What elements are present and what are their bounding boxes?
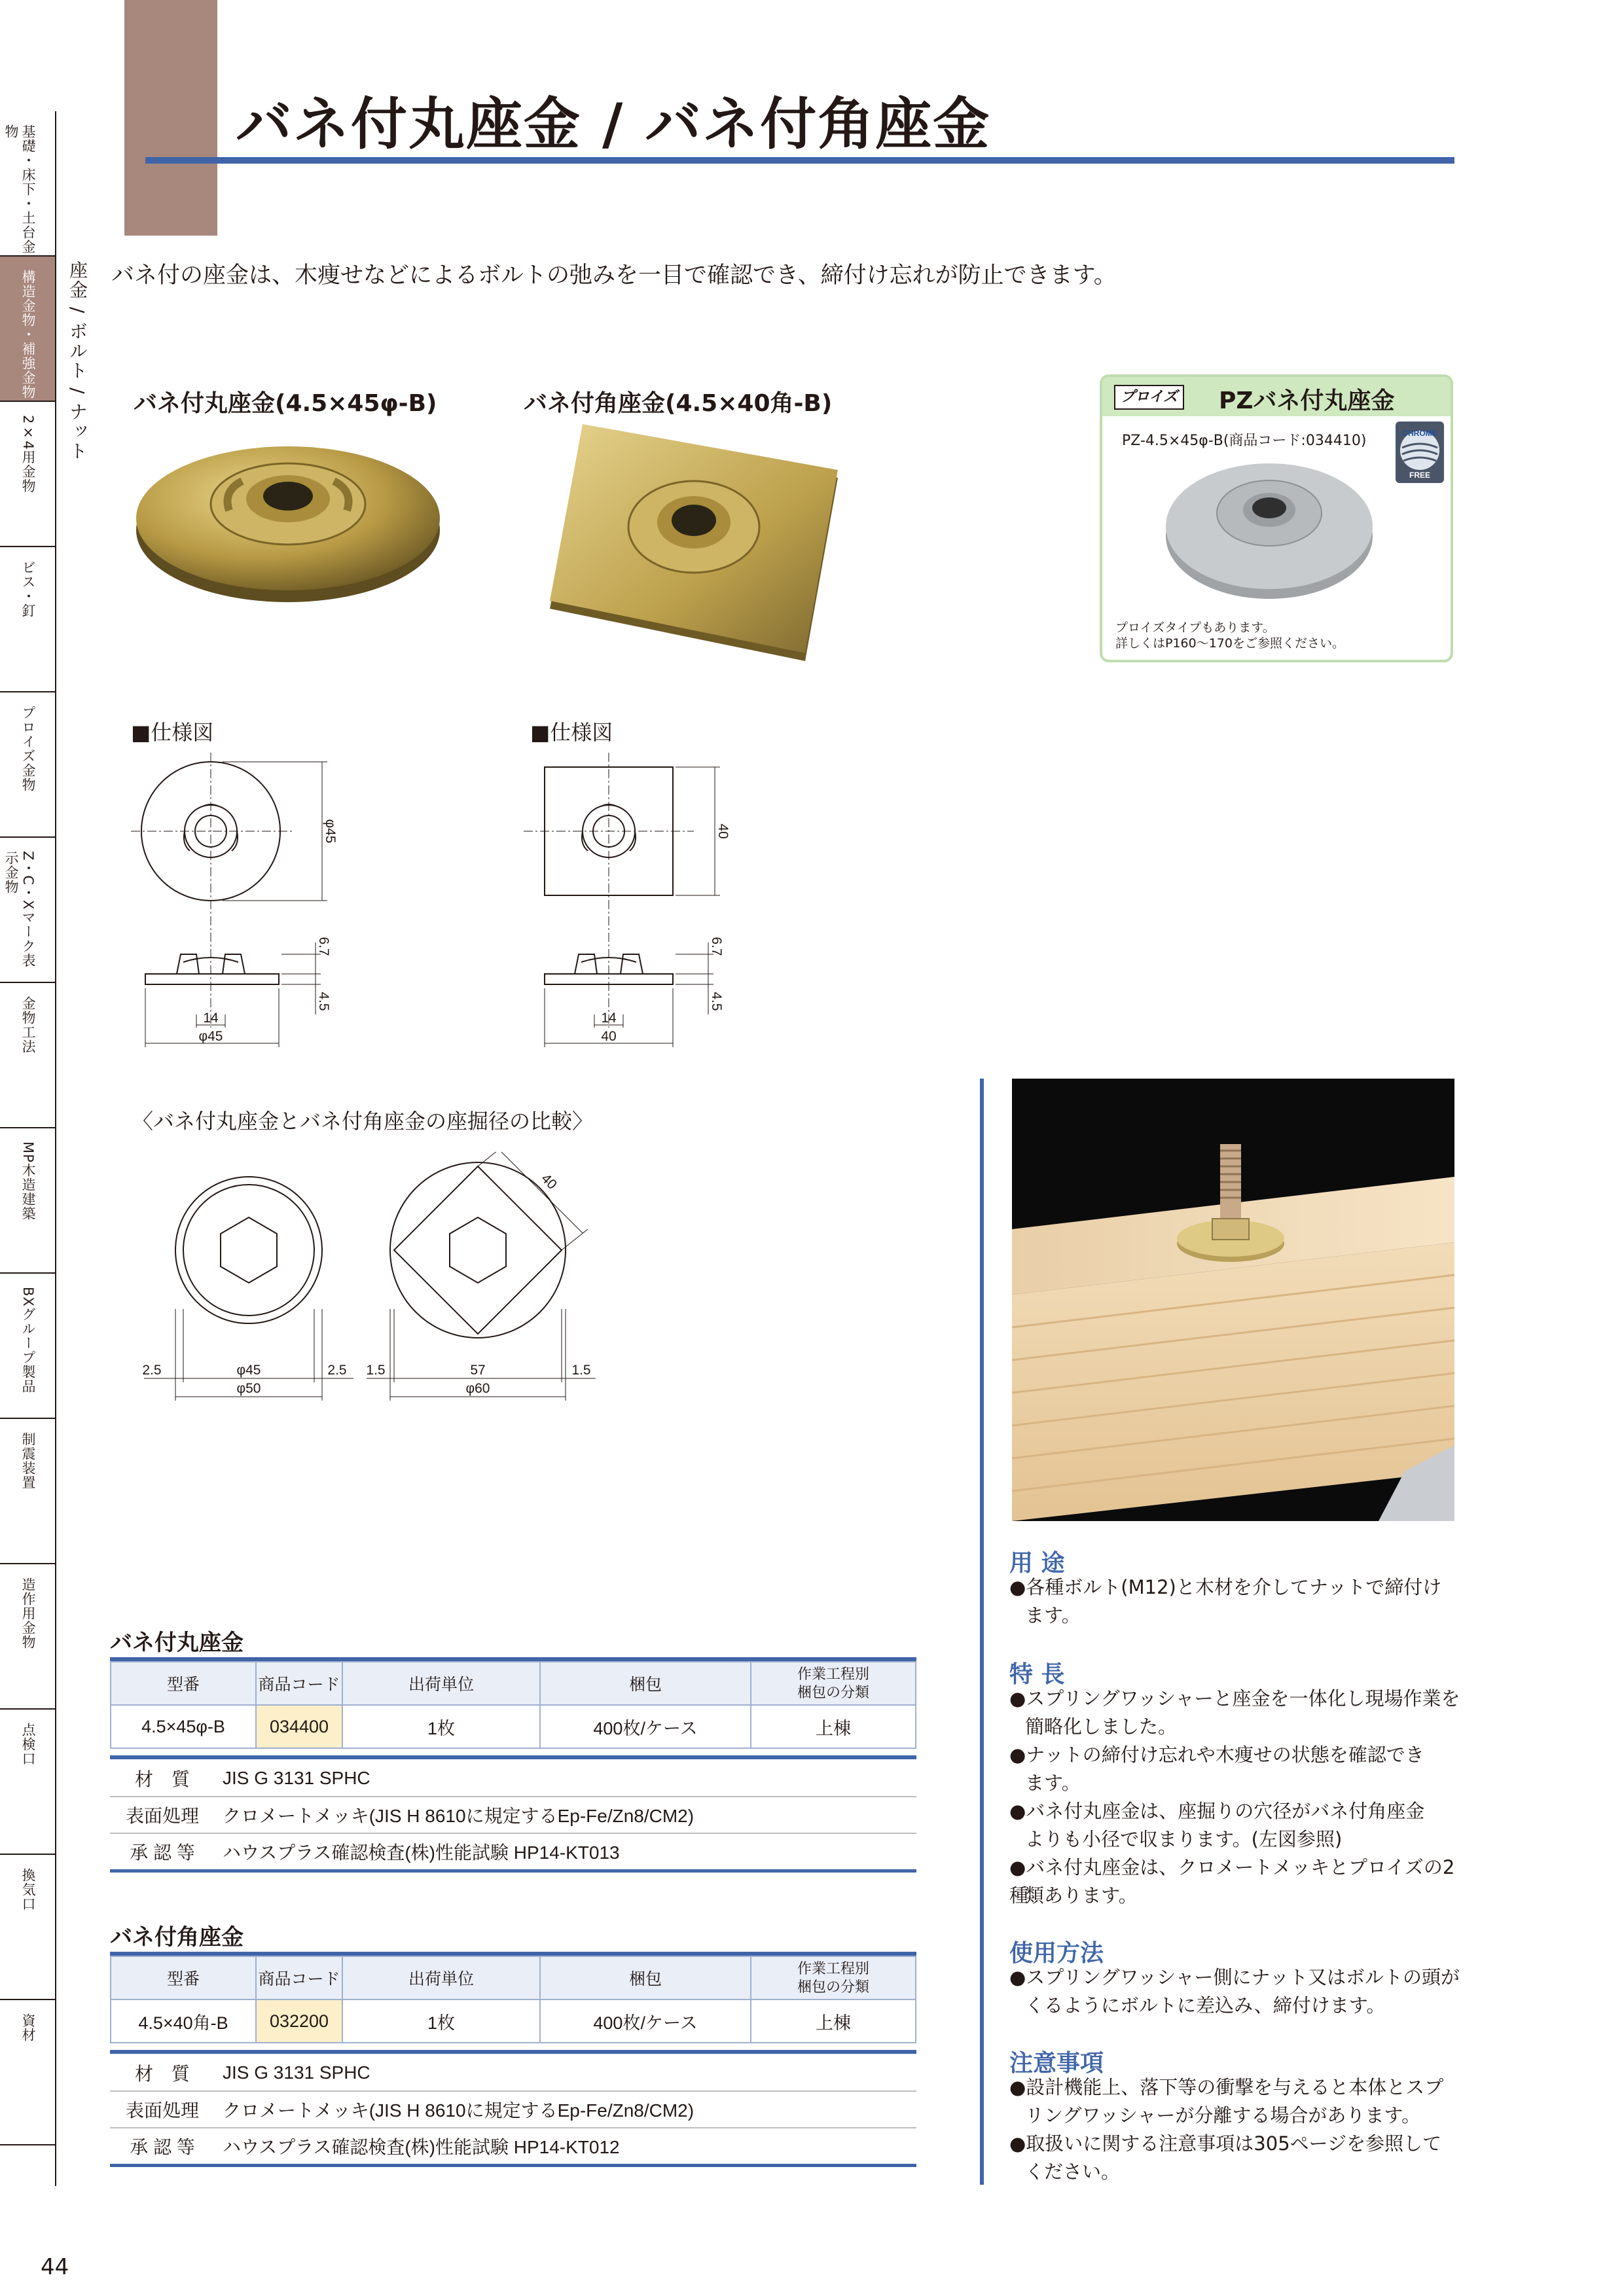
table-row <box>110 1761 916 1797</box>
right-column-divider <box>980 1079 984 2185</box>
table-row <box>110 2055 916 2091</box>
square-product-table <box>110 1956 916 2043</box>
caution-line-1: ●設計機能上、落下等の衝撃を与えると本体とスプ <box>1009 2076 1444 2098</box>
approval-key: 承 認 等 <box>110 1833 215 1871</box>
col-class <box>751 1956 916 2000</box>
pz-box-title: PZバネ付丸座金 <box>1219 387 1395 414</box>
col-code: 商品コード <box>256 1956 342 2000</box>
approval-value: ハウスプラス確認検査(株)性能試験 HP14-KT013 <box>215 1833 916 1871</box>
cmp-square-gap-left: 1.5 <box>366 1363 386 1378</box>
square-base-dim: 40 <box>601 1029 617 1044</box>
table-header-row <box>111 1662 916 1705</box>
feature-line-8: 類あります。 <box>1025 1884 1138 1907</box>
method-line-2: くるようにボルトに差込み、締付けます。 <box>1025 1994 1386 2017</box>
sidebar-tab-label: プロイズ金物 <box>20 706 36 792</box>
finish-value: クロメートメッキ(JIS H 8610に規定するEp-Fe/Zn8/CM2) <box>215 2091 916 2128</box>
finish-value: クロメートメッキ(JIS H 8610に規定するEp-Fe/Zn8/CM2) <box>215 1797 916 1833</box>
round-w-dim: 14 <box>203 1011 219 1026</box>
table-row <box>110 2128 916 2166</box>
comparison-drawing <box>137 1152 628 1427</box>
caution-line-3: ●取扱いに関する注意事項は305ページを参照して <box>1009 2132 1442 2155</box>
cell-unit: 1枚 <box>342 1705 540 1748</box>
badge-top-text: CHROME <box>1402 429 1437 438</box>
round-product-table <box>110 1661 916 1749</box>
approval-key: 承 認 等 <box>110 2128 215 2166</box>
round-material-topline <box>110 1755 916 1759</box>
round-base-dim: φ45 <box>198 1029 223 1044</box>
sidebar-tab-material[interactable] <box>0 2000 55 2145</box>
finish-key: 表面処理 <box>110 2091 215 2128</box>
cell-class: 上棟 <box>751 1705 916 1748</box>
square-w-dim: 14 <box>601 1011 617 1026</box>
sidebar-tab-label: Z・C・Xマーク表示金物 <box>3 851 36 968</box>
badge-bottom-text: FREE <box>1409 471 1431 480</box>
material-value: JIS G 3131 SPHC <box>215 2055 916 2091</box>
round-h1-dim: 6.7 <box>316 937 331 956</box>
square-side-dim: 40 <box>715 823 731 839</box>
round-spec-label: ■仕様図 <box>131 720 214 745</box>
cell-pack: 400枚/ケース <box>540 1705 751 1748</box>
usage-line-2: ます。 <box>1025 1604 1081 1626</box>
title-underline <box>145 157 1454 164</box>
round-material-table <box>110 1761 916 1873</box>
sidebar-tab-label: MP木造建築 <box>20 1141 36 1221</box>
sidebar-tab-label: BXグループ製品 <box>20 1287 36 1393</box>
cmp-round-gap-left: 2.5 <box>142 1363 162 1378</box>
cell-class: 上棟 <box>751 2000 916 2043</box>
cell-pack: 400枚/ケース <box>540 2000 751 2043</box>
title-accent-block <box>124 0 217 236</box>
sidebar-tab-vent[interactable] <box>0 1855 55 2000</box>
square-spec-label: ■仕様図 <box>530 720 613 745</box>
cell-unit: 1枚 <box>342 2000 540 2043</box>
method-heading: 使用方法 <box>1009 1940 1104 1967</box>
square-table-heading: バネ付角座金 <box>110 1924 244 1950</box>
square-material-topline <box>110 2050 916 2054</box>
cmp-round-gap-right: 2.5 <box>327 1363 347 1378</box>
caution-heading: 注意事項 <box>1009 2050 1104 2077</box>
round-spec-drawing <box>131 753 367 1060</box>
table-row <box>110 2091 916 2128</box>
table-header-row <box>111 1956 916 2000</box>
sidebar-tab-fixture[interactable] <box>0 1564 55 1710</box>
sidebar-tab-label: 換気口 <box>20 1868 36 1911</box>
square-h1-dim: 6.7 <box>709 937 724 956</box>
feature-line-6: よりも小径で収まります。(左図参照) <box>1025 1828 1343 1850</box>
cmp-square-gap-right: 1.5 <box>571 1363 591 1378</box>
col-pack: 梱包 <box>540 1956 751 2000</box>
caution-line-2: リングワッシャーが分離する場合があります。 <box>1025 2104 1421 2126</box>
cell-code: 034400 <box>256 1705 342 1748</box>
usage-heading: 用 途 <box>1009 1550 1065 1577</box>
feature-line-4: ます。 <box>1025 1772 1081 1794</box>
finish-key: 表面処理 <box>110 1797 215 1833</box>
round-washer-label: バネ付丸座金(4.5×45φ-B) <box>134 390 437 417</box>
sidebar-index <box>0 111 56 2186</box>
table-row <box>111 2000 916 2043</box>
feature-line-2: 簡略化しました。 <box>1025 1715 1178 1738</box>
sidebar-tab-structural[interactable] <box>0 257 55 402</box>
sidebar-tab-label: 制震装置 <box>20 1432 36 1490</box>
cmp-square-diag: 40 <box>538 1171 560 1193</box>
round-washer-photo <box>131 419 445 609</box>
caution-line-4: ください。 <box>1025 2161 1121 2183</box>
sidebar-tab-label: 金物工法 <box>20 996 36 1054</box>
sidebar-tab-label: 資材 <box>20 2013 36 2042</box>
sidebar-tab-bx[interactable] <box>0 1274 55 1419</box>
material-key: 材 質 <box>110 1761 215 1797</box>
col-class-line2: 梱包の分類 <box>797 1979 869 1995</box>
col-unit: 出荷単位 <box>342 1956 540 2000</box>
pz-note-line2: 詳しくはP160〜170をご参照ください。 <box>1115 636 1344 651</box>
page-title: バネ付丸座金 / バネ付角座金 <box>236 92 991 157</box>
method-line-1: ●スプリングワッシャー側にナット又はボルトの頭が <box>1009 1966 1460 1988</box>
sidebar-tab-inspection[interactable] <box>0 1710 55 1855</box>
cmp-round-outer: φ50 <box>236 1381 261 1396</box>
sidebar-tab-ploiz[interactable] <box>0 692 55 838</box>
sidebar-tab-zcx[interactable] <box>0 838 55 983</box>
table-row <box>110 1833 916 1871</box>
ploiz-logo: プロイズ <box>1114 385 1184 410</box>
square-washer-label: バネ付角座金(4.5×40角-B) <box>524 390 833 417</box>
pz-info-box <box>1100 374 1453 662</box>
cmp-square-inner: 57 <box>470 1363 486 1378</box>
feature-line-3: ●ナットの締付け忘れや木痩せの状態を確認でき <box>1009 1744 1424 1766</box>
sidebar-tab-method[interactable] <box>0 983 55 1128</box>
square-spec-drawing <box>524 753 759 1060</box>
square-h2-dim: 4.5 <box>709 992 724 1011</box>
cell-model: 4.5×40角-B <box>111 2000 256 2043</box>
pz-product-code: PZ-4.5×45φ-B(商品コード:034410) <box>1122 433 1367 449</box>
page-number: 44 <box>41 2254 69 2280</box>
installation-photo <box>1012 1079 1454 1521</box>
features-heading: 特 長 <box>1009 1661 1065 1688</box>
col-pack: 梱包 <box>540 1662 751 1705</box>
col-class-line1: 作業工程別 <box>797 1666 869 1682</box>
col-model: 型番 <box>111 1662 256 1705</box>
col-model: 型番 <box>111 1956 256 2000</box>
comparison-title: 〈バネ付丸座金とバネ付角座金の座掘径の比較〉 <box>132 1109 594 1134</box>
cmp-round-inner: φ45 <box>236 1363 261 1378</box>
sidebar-tab-label: 2×4用金物 <box>20 415 36 493</box>
table-row <box>110 1797 916 1833</box>
round-h2-dim: 4.5 <box>316 992 331 1011</box>
sidebar-tab-foundation[interactable] <box>0 111 55 257</box>
sidebar-tab-label: 構造金物・補強金物 <box>20 270 36 399</box>
round-dia-dim: φ45 <box>323 819 338 844</box>
sidebar-tab-label: ビス・釘 <box>20 560 36 618</box>
material-value: JIS G 3131 SPHC <box>215 1761 916 1797</box>
square-washer-photo <box>530 419 844 668</box>
cell-model: 4.5×45φ-B <box>111 1705 256 1748</box>
col-class <box>751 1662 916 1705</box>
sidebar-tab-label: 基礎・床下・土台金物 <box>3 124 36 254</box>
sidebar-tab-2x4[interactable] <box>0 402 55 547</box>
sidebar-tab-label: 造作用金物 <box>20 1577 36 1649</box>
feature-line-7: ●バネ付丸座金は、クロメートメッキとプロイズの2種 <box>1009 1856 1455 1907</box>
col-class-line1: 作業工程別 <box>797 1960 869 1977</box>
subcategory-label: 座金 / ボルト / ナット <box>67 260 88 461</box>
sidebar-tab-screws[interactable] <box>0 547 55 692</box>
pz-washer-photo <box>1161 454 1377 605</box>
col-unit: 出荷単位 <box>342 1662 540 1705</box>
pz-note-line1: プロイズタイプもあります。 <box>1115 620 1275 635</box>
sidebar-tab-label: 点検口 <box>20 1723 36 1766</box>
round-table-heading: バネ付丸座金 <box>110 1630 244 1656</box>
col-class-line2: 梱包の分類 <box>797 1684 869 1700</box>
cell-code: 032200 <box>256 2000 342 2043</box>
feature-line-5: ●バネ付丸座金は、座掘りの穴径がバネ付角座金 <box>1009 1800 1425 1822</box>
usage-line-1: ●各種ボルト(M12)と木材を介してナットで締付け <box>1009 1576 1442 1598</box>
table-row <box>111 1705 916 1748</box>
cmp-square-outer: φ60 <box>465 1381 490 1396</box>
chrome-free-badge-icon <box>1396 422 1444 483</box>
square-material-table <box>110 2055 916 2167</box>
approval-value: ハウスプラス確認検査(株)性能試験 HP14-KT012 <box>215 2128 916 2166</box>
feature-line-1: ●スプリングワッシャーと座金を一体化し現場作業を <box>1009 1687 1460 1710</box>
intro-text: バネ付の座金は、木痩せなどによるボルトの弛みを一目で確認でき、締付け忘れが防止できます。 <box>111 262 1117 289</box>
material-key: 材 質 <box>110 2055 215 2091</box>
col-code: 商品コード <box>256 1662 342 1705</box>
sidebar-tab-damper[interactable] <box>0 1419 55 1564</box>
sidebar-tab-mp[interactable] <box>0 1128 55 1274</box>
